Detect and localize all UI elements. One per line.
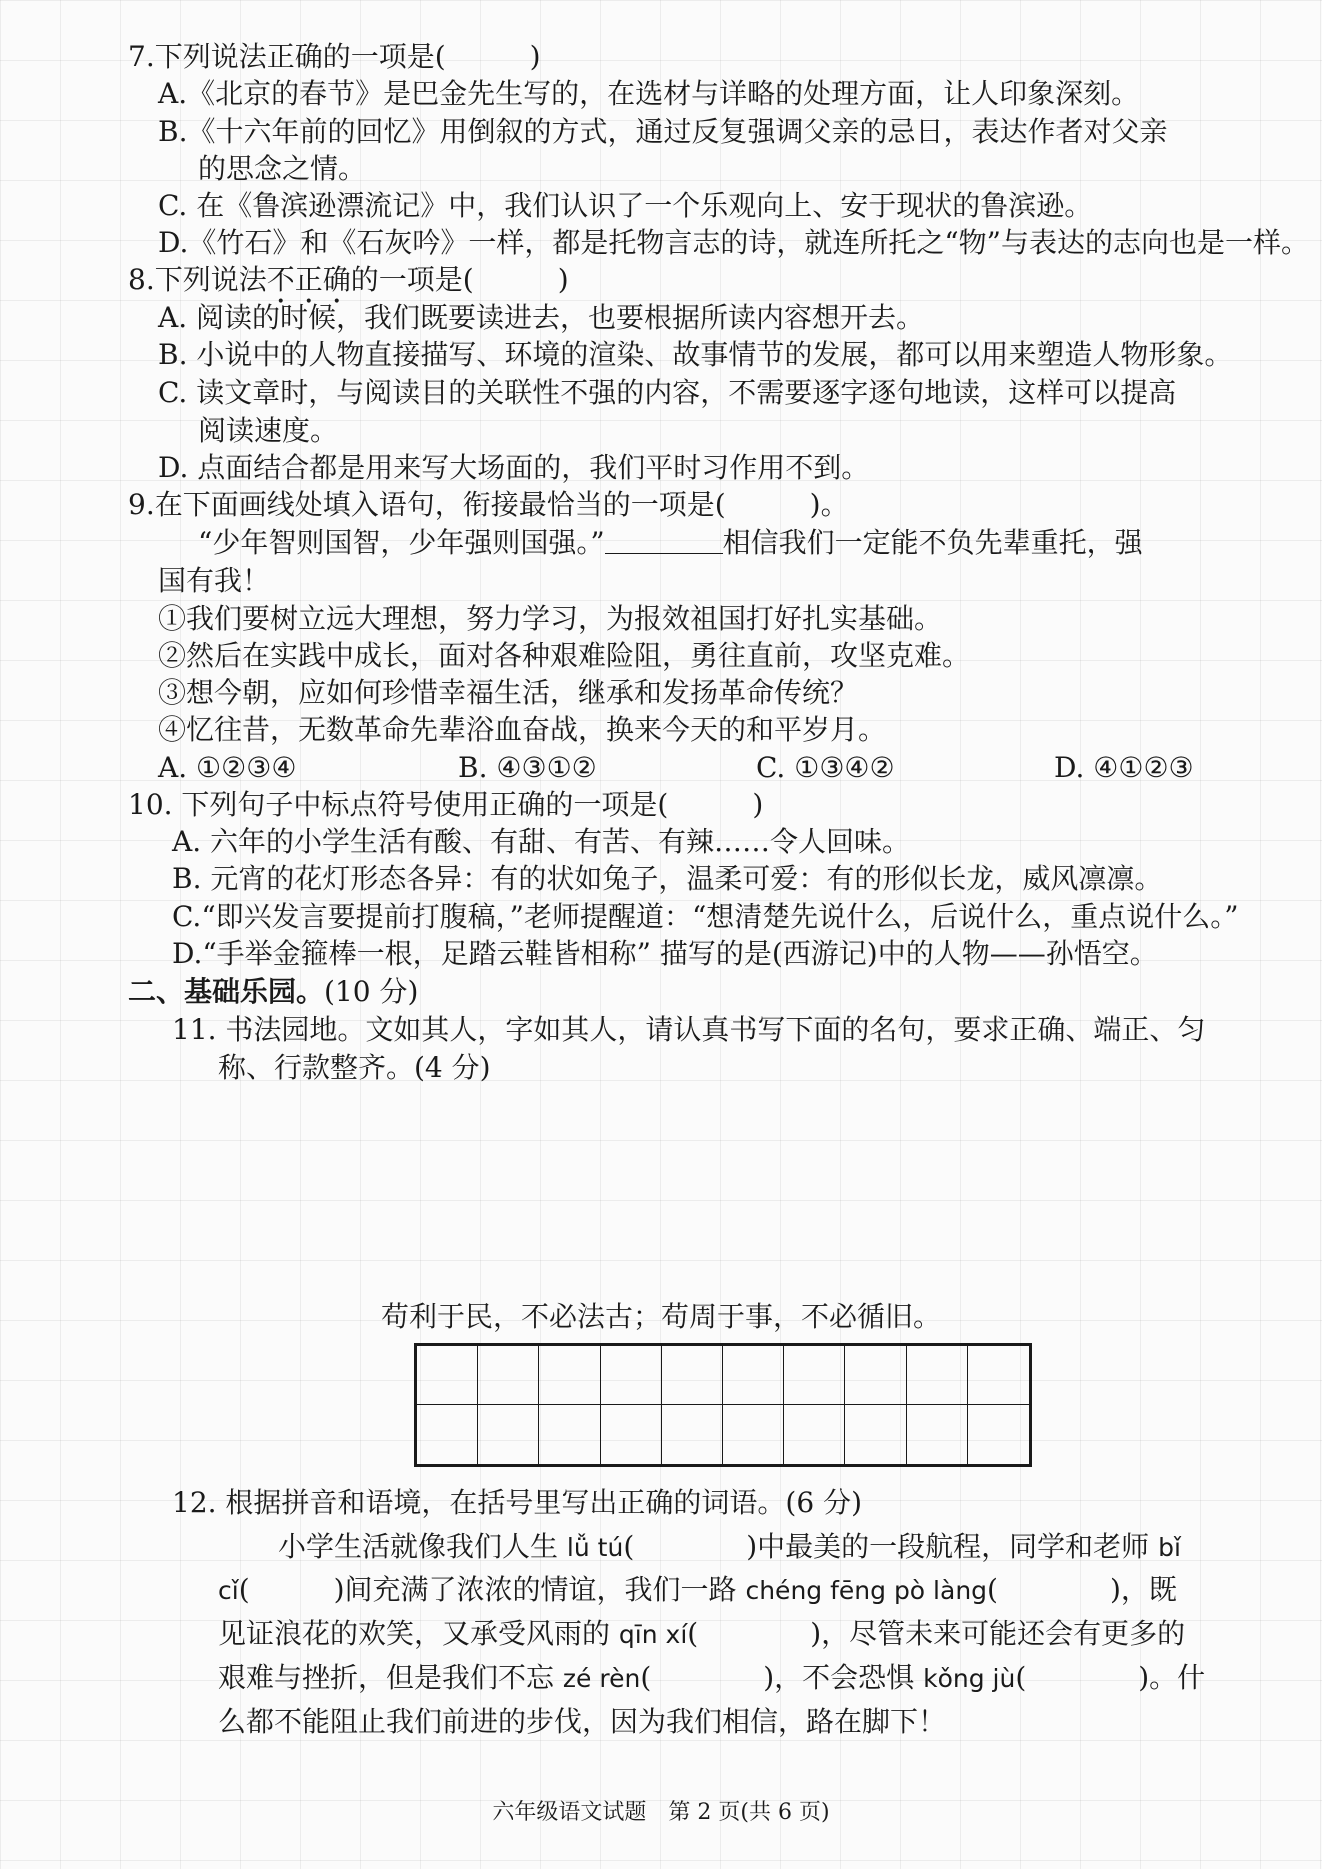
- passage-text: ( )中最美的一段航程，同学和老师: [623, 1530, 1150, 1563]
- pinyin-hint: kǒng jù: [923, 1664, 1016, 1693]
- writing-cell[interactable]: [968, 1346, 1029, 1405]
- pinyin-hint: qīn xí: [618, 1620, 688, 1649]
- writing-cell[interactable]: [539, 1346, 600, 1405]
- passage-text: ( )，尽管未来可能还会有更多的: [687, 1617, 1186, 1650]
- question-9-sentence-4: ④忆往昔，无数革命先辈浴血奋战，换来今天的和平岁月。: [158, 713, 887, 746]
- fill-blank-line[interactable]: [605, 525, 723, 554]
- writing-cell[interactable]: [907, 1346, 968, 1405]
- calligraphy-writing-grid[interactable]: [414, 1343, 1032, 1467]
- section-title: 二、基础乐园。: [128, 975, 325, 1008]
- question-12-line-5: 么都不能阻止我们前进的步伐，因为我们相信，路在脚下！: [218, 1705, 947, 1738]
- question-10-option-c: C.“即兴发言要提前打腹稿，”老师提醒道：“想清楚先说什么，后说什么，重点说什么。”: [172, 900, 1239, 933]
- question-8-option-c: C. 读文章时，与阅读目的关联性不强的内容，不需要逐字逐句地读，这样可以提高: [158, 376, 1177, 409]
- question-7-option-c: C. 在《鲁滨逊漂流记》中，我们认识了一个乐观向上、安于现状的鲁滨逊。: [158, 189, 1093, 222]
- question-7-option-b-continued: 的思念之情。: [198, 152, 367, 185]
- writing-cell[interactable]: [968, 1405, 1029, 1464]
- question-9-option-d: D. ④①②③: [1054, 751, 1194, 784]
- pinyin-hint: zé rèn: [562, 1664, 641, 1693]
- writing-cell[interactable]: [723, 1346, 784, 1405]
- writing-cell[interactable]: [662, 1346, 723, 1405]
- question-9-option-a: A. ①②③④: [158, 751, 297, 784]
- question-11-stem: 11. 书法园地。文如其人，字如其人，请认真书写下面的名句，要求正确、端正、匀: [172, 1013, 1206, 1046]
- writing-cell[interactable]: [539, 1405, 600, 1464]
- question-10-option-d: D.“手举金箍棒一根，足踏云鞋皆相称” 描写的是(西游记)中的人物——孙悟空。: [172, 937, 1158, 970]
- question-7-stem: 7.下列说法正确的一项是( ): [128, 40, 541, 73]
- pinyin-hint: lǚ tú: [566, 1533, 624, 1562]
- question-10-stem: 10. 下列句子中标点符号使用正确的一项是( ): [128, 788, 764, 821]
- question-9-stem: 9.在下面画线处填入语句，衔接最恰当的一项是( )。: [128, 488, 849, 521]
- question-11-stem-continued: 称、行款整齐。(4 分): [218, 1051, 491, 1084]
- writing-cell[interactable]: [417, 1346, 478, 1405]
- page-footer: 六年级语文试题 第 2 页(共 6 页): [492, 1800, 830, 1825]
- quote-text: “少年智则国智，少年强则国强。”: [198, 526, 605, 559]
- passage-text: ( )。什: [1015, 1661, 1206, 1694]
- question-8-stem-text: 的一项是( ): [350, 263, 569, 296]
- writing-cell[interactable]: [601, 1405, 662, 1464]
- question-10-option-b: B. 元宵的花灯形态各异：有的状如兔子，温柔可爱：有的形似长龙，威风凛凛。: [172, 862, 1163, 895]
- question-9-option-c: C. ①③④②: [756, 751, 895, 784]
- pinyin-hint: bǐ: [1158, 1533, 1181, 1562]
- question-8-option-d: D. 点面结合都是用来写大场面的，我们平时习作用不到。: [158, 451, 870, 484]
- question-9-quote-end: 国有我！: [158, 564, 271, 597]
- question-12-line-1: [278, 1527, 1181, 1568]
- question-9-sentence-1: ①我们要树立远大理想，努力学习，为报效祖国打好扎实基础。: [158, 602, 943, 635]
- pinyin-hint: chéng fēng pò làng: [745, 1576, 988, 1605]
- writing-cell[interactable]: [478, 1346, 539, 1405]
- question-7-option-b: B.《十六年前的回忆》用倒叙的方式，通过反复强调父亲的忌日，表达作者对父亲: [158, 115, 1168, 148]
- question-12-line-3: [218, 1614, 1185, 1655]
- passage-text: 小学生活就像我们人生: [278, 1530, 559, 1563]
- question-9-quote: [198, 523, 1143, 563]
- question-8-stem-text: 8.下列说法: [128, 263, 267, 296]
- writing-cell[interactable]: [845, 1346, 906, 1405]
- passage-text: ( )，不会恐惧: [640, 1661, 915, 1694]
- question-7-option-a: A.《北京的春节》是巴金先生写的，在选材与详略的处理方面，让人印象深刻。: [158, 77, 1140, 110]
- pinyin-hint: cǐ: [218, 1576, 239, 1605]
- question-9-sentence-2: ②然后在实践中成长，面对各种艰难险阻，勇往直前，攻坚克难。: [158, 639, 971, 672]
- question-8-option-b: B. 小说中的人物直接描写、环境的渲染、故事情节的发展，都可以用来塑造人物形象。: [158, 338, 1233, 371]
- passage-text: 艰难与挫折，但是我们不忘: [218, 1661, 555, 1694]
- section-2-heading: [128, 972, 418, 1012]
- writing-cell[interactable]: [723, 1405, 784, 1464]
- question-12-stem: 12. 根据拼音和语境，在括号里写出正确的词语。(6 分): [172, 1486, 862, 1519]
- passage-text: 见证浪花的欢笑，又承受风雨的: [218, 1617, 611, 1650]
- question-12-line-4: [218, 1658, 1205, 1699]
- writing-cell[interactable]: [784, 1405, 845, 1464]
- question-8-option-a: A. 阅读的时候，我们既要读进去，也要根据所读内容想开去。: [158, 301, 925, 334]
- writing-cell[interactable]: [478, 1405, 539, 1464]
- passage-text: ( )，既: [987, 1573, 1177, 1606]
- question-8-stem: [128, 260, 569, 300]
- writing-cell[interactable]: [417, 1405, 478, 1464]
- writing-cell[interactable]: [662, 1405, 723, 1464]
- writing-cell[interactable]: [845, 1405, 906, 1464]
- writing-cell[interactable]: [601, 1346, 662, 1405]
- calligraphy-quote: 苟利于民，不必法古；苟周于事，不必循旧。: [380, 1300, 941, 1333]
- question-9-sentence-3: ③想今朝，应如何珍惜幸福生活，继承和发扬革命传统？: [158, 676, 859, 709]
- writing-cell[interactable]: [907, 1405, 968, 1464]
- question-8-option-c-continued: 阅读速度。: [198, 414, 339, 447]
- question-12-line-2: [218, 1570, 1177, 1611]
- question-10-option-a: A. 六年的小学生活有酸、有甜、有苦、有辣……令人回味。: [172, 825, 911, 858]
- question-9-option-b: B. ④③①②: [458, 751, 597, 784]
- emphasis-char: 正: [294, 263, 323, 296]
- emphasis-char: 不: [266, 263, 295, 296]
- section-score: (10 分): [324, 975, 419, 1008]
- emphasis-char: 确: [322, 263, 351, 296]
- quote-text: 相信我们一定能不负先辈重托，强: [722, 526, 1143, 559]
- writing-cell[interactable]: [784, 1346, 845, 1405]
- passage-text: ( )间充满了浓浓的情谊，我们一路: [238, 1573, 737, 1606]
- question-7-option-d: D.《竹石》和《石灰吟》一样，都是托物言志的诗，就连所托之“物”与表达的志向也是一样。: [158, 226, 1309, 259]
